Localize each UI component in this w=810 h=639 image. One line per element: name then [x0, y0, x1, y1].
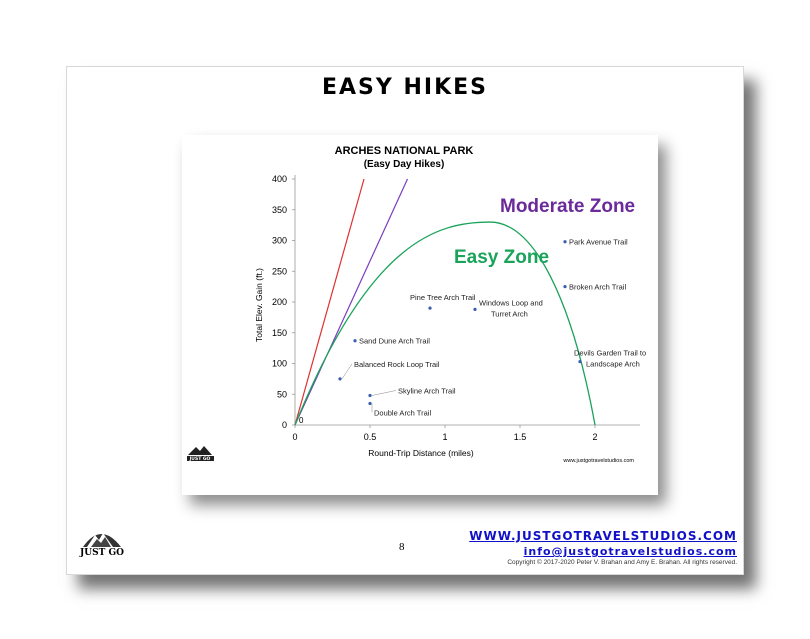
website-link[interactable]: WWW.JUSTGOTRAVELSTUDIOS.COM	[469, 529, 737, 543]
zone-label-easy: Easy Zone	[454, 247, 550, 268]
leader-line	[342, 364, 352, 379]
y-tick-label: 200	[271, 297, 287, 307]
slide-page	[66, 66, 744, 575]
y-tick-label: 0	[281, 420, 287, 430]
y-tick-label: 350	[271, 204, 287, 215]
origin-label: 0	[299, 416, 304, 425]
data-label: Windows Loop and Turret Arch	[479, 298, 543, 319]
data-point	[338, 377, 341, 380]
data-point	[368, 402, 371, 405]
chart-card	[182, 135, 658, 495]
data-point	[578, 360, 581, 363]
data-label: Double Arch Trail	[374, 408, 432, 418]
y-tick-label: 150	[271, 327, 287, 338]
x-tick-label: 0	[292, 432, 298, 442]
x-tick-label: 1.5	[513, 432, 527, 442]
svg-text:JUST GO: JUST GO	[189, 457, 211, 462]
data-point	[353, 339, 356, 342]
data-point	[428, 307, 431, 310]
y-axis-title: Total Elev. Gain (ft.)	[254, 267, 264, 343]
x-axis-title: Round-Trip Distance (miles)	[368, 448, 474, 458]
data-label: Devils Garden Trail to Landscape Arch	[574, 348, 647, 369]
watermark-text: www.justgotravelstudios.com	[563, 458, 634, 464]
data-point	[563, 285, 566, 288]
footer-links	[469, 529, 737, 566]
email-link[interactable]: info@justgotravelstudios.com	[523, 545, 737, 558]
data-point	[563, 240, 566, 243]
data-label: Park Avenue Trail	[569, 237, 628, 247]
chart-title: ARCHES NATIONAL PARK	[334, 145, 474, 157]
y-tick-label: 100	[271, 358, 287, 369]
zone-label-moderate: Moderate Zone	[500, 196, 636, 217]
data-label: Skyline Arch Trail	[398, 386, 456, 396]
boundary-line-2	[295, 179, 408, 425]
chart-logo	[187, 446, 214, 462]
x-tick-label: 1	[442, 432, 448, 442]
data-label: Pine Tree Arch Trail	[410, 293, 476, 303]
data-label: Broken Arch Trail	[569, 282, 627, 292]
data-label: Balanced Rock Loop Trail	[354, 359, 440, 369]
y-tick-label: 50	[276, 389, 287, 400]
slide-title: EASY HIKES	[321, 75, 488, 100]
chart-subtitle: (Easy Day Hikes)	[363, 159, 445, 170]
leader-line	[372, 390, 396, 395]
y-tick-label: 400	[271, 174, 287, 184]
data-label: Sand Dune Arch Trail	[359, 336, 430, 346]
svg-text:JUST GO: JUST GO	[80, 548, 124, 558]
copyright-text: Copyright © 2017-2020 Peter V. Brahan and Amy E. Brahan. All rights reserved.	[507, 559, 737, 566]
boundary-line-1	[295, 179, 364, 425]
just-go-logo	[69, 523, 139, 564]
page-number: 8	[399, 541, 405, 553]
data-point	[368, 394, 371, 397]
x-tick-label: 2	[592, 432, 598, 442]
scatter-chart	[182, 135, 658, 495]
x-tick-label: 0.5	[363, 432, 377, 442]
data-point	[473, 308, 476, 311]
y-tick-label: 300	[271, 235, 287, 246]
y-tick-label: 250	[271, 266, 287, 277]
